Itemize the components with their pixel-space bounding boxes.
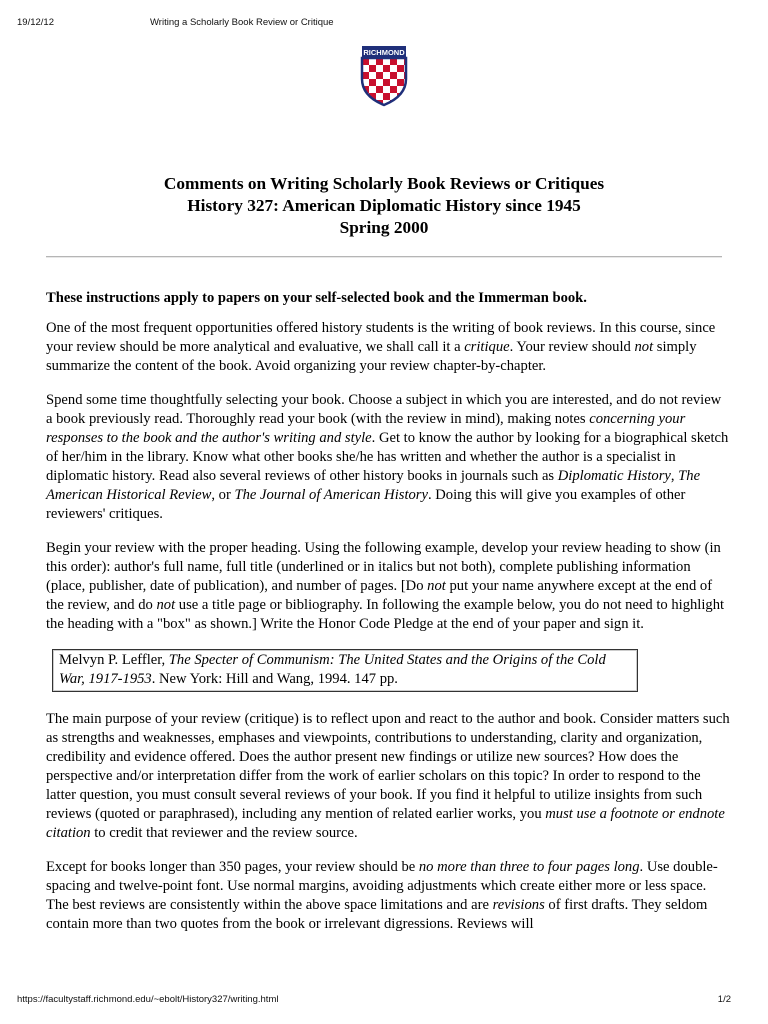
print-page-number: 1/2 xyxy=(717,994,731,1005)
text-run: . Doing this will give you examples of other reviewers' critiques. xyxy=(46,487,686,522)
citation-title: The Specter of Communism: The United States and the Origins of the Cold War, 1917-1953 xyxy=(59,652,606,687)
journal-title: The Journal of American History xyxy=(234,487,428,503)
print-url: https://facultystaff.richmond.edu/~ebolt/History327/writing.html xyxy=(17,994,279,1005)
citation-example-box xyxy=(52,649,638,692)
text-run-italic: not xyxy=(427,578,446,594)
print-date: 19/12/12 xyxy=(17,17,54,28)
text-run: . Use double-spacing and twelve-point font. Use normal margins, avoiding adjustments which create either more or less space. The best reviews are consistently within the above space limitations and are xyxy=(46,859,718,913)
paragraph-4 xyxy=(46,710,730,843)
citation-publishing-info: . New York: Hill and Wang, 1994. 147 pp. xyxy=(151,671,398,687)
paragraph-5 xyxy=(46,858,730,934)
text-run: to credit that reviewer and the review source. xyxy=(90,825,358,841)
text-run-italic: revisions xyxy=(492,897,545,913)
text-run: Except for books longer than 350 pages, your review should be xyxy=(46,859,419,875)
text-run: . Your review should xyxy=(509,339,635,355)
journal-title: The American Historical Review xyxy=(46,468,701,503)
text-run-italic: not xyxy=(156,597,176,613)
text-run-italic: not xyxy=(634,339,654,355)
text-run: , or xyxy=(211,487,235,503)
title-line-3: Spring 2000 xyxy=(339,218,429,237)
print-page-title: Writing a Scholarly Book Review or Critique xyxy=(150,17,334,28)
paragraph-3 xyxy=(46,539,730,634)
text-run-italic: must use a footnote or endnote citation xyxy=(46,806,725,841)
lead-paragraph: These instructions apply to papers on your self-selected book and the Immerman book. xyxy=(46,290,587,306)
document-titles xyxy=(40,173,728,239)
text-run-italic: critique xyxy=(464,339,510,355)
richmond-shield-logo xyxy=(356,45,412,107)
text-run: simply summarize the content of the book. Avoid organizing your review chapter-by-chapter. xyxy=(46,339,697,374)
text-run: , xyxy=(670,468,679,484)
paragraph-1 xyxy=(46,319,730,376)
text-run: use a title page or bibliography. In following the example below, you do not need to highlight the heading with a "box" as shown.] Write the Honor Code Pledge at the end of your paper and sign it. xyxy=(46,597,725,632)
text-run: of first drafts. They seldom contain more than two quotes from the book or irrelevant digressions. Reviews will xyxy=(46,897,708,932)
title-line-1: Comments on Writing Scholarly Book Reviews or Critiques xyxy=(163,174,605,193)
document-body xyxy=(46,289,730,949)
text-run-italic: concerning your responses to the book and the author's writing and style xyxy=(46,411,686,446)
text-run: put your name anywhere except at the end of the review, and do xyxy=(46,578,713,613)
title-line-2: History 327: American Diplomatic History since 1945 xyxy=(187,196,581,215)
text-run: The main purpose of your review (critique) is to reflect upon and react to the author and book. Consider matters such as strengths and weaknesses, emphases and viewpoints, contributions to understanding, clarity and organization, credibility and evidence offered. Does the author present new findings or utilize new sources? How does the perspective and/or interpretation differ from the work of earlier scholars on this topic? In order to respond to the latter question, you must consult several reviews of your book. If you find it helpful to utilize insights from such reviews (quoted or paraphrased), including any mention of related earlier works, you xyxy=(46,711,730,822)
horizontal-rule xyxy=(46,256,722,258)
text-run: Begin your review with the proper heading. Using the following example, develop your review heading to show (in this order): author's full name, full title (underlined or in italics but not both), complete publishing information (place, publisher, date of publication), and number of pages. [Do xyxy=(46,540,721,594)
text-run-italic: no more than three to four pages long xyxy=(418,859,640,875)
paragraph-2 xyxy=(46,391,730,524)
text-run: . Get to know the author by looking for a biographical sketch of her/him in the library. Know what other books she/he has written and whether the author is a specialist in diplomatic history. Read also several reviews of other history books in journals such as xyxy=(46,430,729,484)
citation-author: Melvyn P. Leffler, xyxy=(59,652,169,668)
text-run: Spend some time thoughtfully selecting your book. Choose a subject in which you are interested, and do not review a book previously read. Thoroughly read your book (with the review in mind), making notes xyxy=(46,392,722,427)
logo-text: RICHMOND xyxy=(363,48,405,57)
text-run: One of the most frequent opportunities offered history students is the writing of book reviews. In this course, since your review should be more analytical and evaluative, we shall call it a xyxy=(46,320,716,355)
journal-title: Diplomatic History xyxy=(557,468,671,484)
